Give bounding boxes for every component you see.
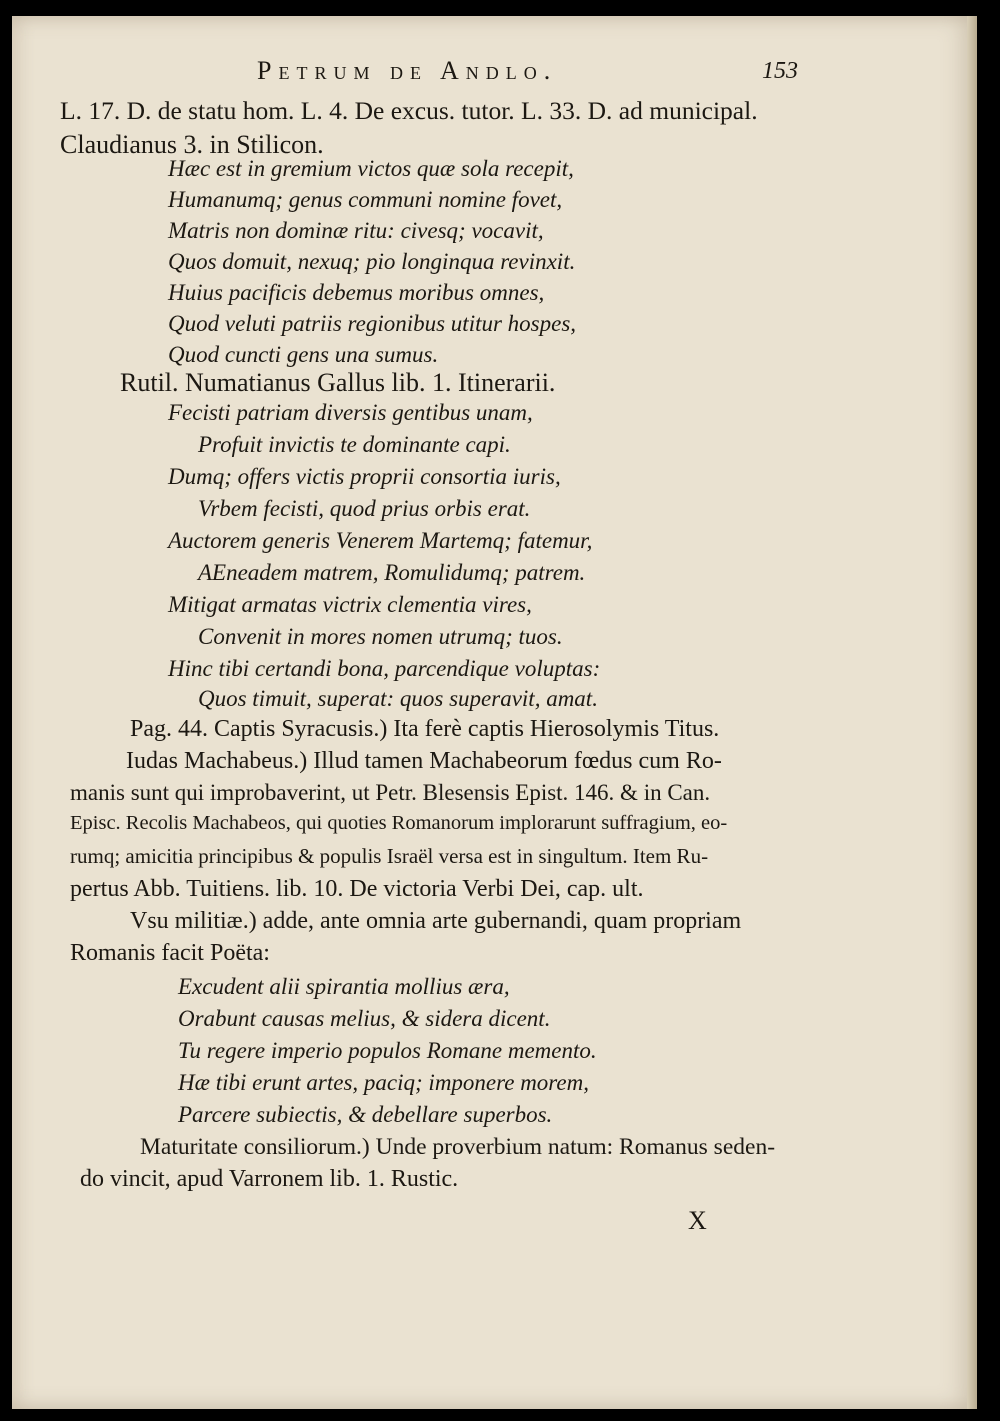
verse-line: Humanumq; genus communi nomine fovet, xyxy=(168,187,563,212)
text-line: Romanis facit Poëta: xyxy=(70,940,270,966)
text-line: do vincit, apud Varronem lib. 1. Rustic. xyxy=(80,1166,459,1192)
verse-line: Matris non dominæ ritu: civesq; vocavit, xyxy=(168,218,544,243)
verse-line: Excudent alii spirantia mollius æra, xyxy=(178,974,510,999)
verse-line: Hinc tibi certandi bona, parcendique voluptas: xyxy=(168,656,601,681)
verse-line: Quod veluti patriis regionibus utitur hospes, xyxy=(168,311,577,336)
text-line: Maturitate consiliorum.) Unde proverbium natum: Romanus seden- xyxy=(140,1134,776,1160)
verse-line: Tu regere imperio populos Romane memento. xyxy=(178,1038,597,1063)
page-header xyxy=(12,56,977,96)
verse-line: Hæ tibi erunt artes, paciq; imponere morem, xyxy=(178,1070,589,1095)
text-line: Pag. 44. Captis Syracusis.) Ita ferè captis Hierosolymis Titus. xyxy=(130,716,720,742)
verse-line: Dumq; offers victis proprii consortia iuris, xyxy=(168,464,561,489)
page-edge xyxy=(967,16,977,1409)
text-line: pertus Abb. Tuitiens. lib. 10. De victoria Verbi Dei, cap. ult. xyxy=(70,876,644,902)
text-line: Claudianus 3. in Stilicon. xyxy=(60,130,324,159)
verse-line: Quos timuit, superat: quos superavit, amat. xyxy=(198,686,598,711)
page-number: 153 xyxy=(762,58,798,84)
verse-line: Quos domuit, nexuq; pio longinqua revinxit. xyxy=(168,249,576,274)
text-line: Vsu militiæ.) adde, ante omnia arte gubernandi, quam propriam xyxy=(130,908,742,934)
verse-line: Vrbem fecisti, quod prius orbis erat. xyxy=(198,496,531,521)
verse-line: Fecisti patriam diversis gentibus unam, xyxy=(168,400,533,425)
verse-line: Orabunt causas melius, & sidera dicent. xyxy=(178,1006,551,1031)
book-page xyxy=(12,16,977,1409)
text-line: manis sunt qui improbaverint, ut Petr. Blesensis Epist. 146. & in Can. xyxy=(70,780,711,805)
signature-mark: X xyxy=(688,1206,707,1235)
text-line: Episc. Recolis Machabeos, qui quoties Romanorum implorarunt suffragium, eo- xyxy=(70,812,728,834)
verse-line: Convenit in mores nomen utrumq; tuos. xyxy=(198,624,563,649)
verse-line: Parcere subiectis, & debellare superbos. xyxy=(178,1102,553,1127)
running-head: Petrum de Andlo. xyxy=(257,56,558,85)
verse-line: Quod cuncti gens una sumus. xyxy=(168,342,439,367)
verse-line: Huius pacificis debemus moribus omnes, xyxy=(168,280,545,305)
verse-line: Mitigat armatas victrix clementia vires, xyxy=(168,592,532,617)
text-line: Rutil. Numatianus Gallus lib. 1. Itinerarii. xyxy=(120,368,556,397)
text-line: rumq; amicitia principibus & populis Israël versa est in singultum. Item Ru- xyxy=(70,844,709,868)
text-line: Iudas Machabeus.) Illud tamen Machabeorum fœdus cum Ro- xyxy=(126,748,722,774)
verse-line: Hæc est in gremium victos quæ sola recepit, xyxy=(168,156,574,181)
verse-line: AEneadem matrem, Romulidumq; patrem. xyxy=(198,560,586,585)
verse-line: Auctorem generis Venerem Martemq; fatemur, xyxy=(168,528,593,553)
text-line: L. 17. D. de statu hom. L. 4. De excus. tutor. L. 33. D. ad municipal. xyxy=(60,96,758,125)
verse-line: Profuit invictis te dominante capi. xyxy=(198,432,511,457)
